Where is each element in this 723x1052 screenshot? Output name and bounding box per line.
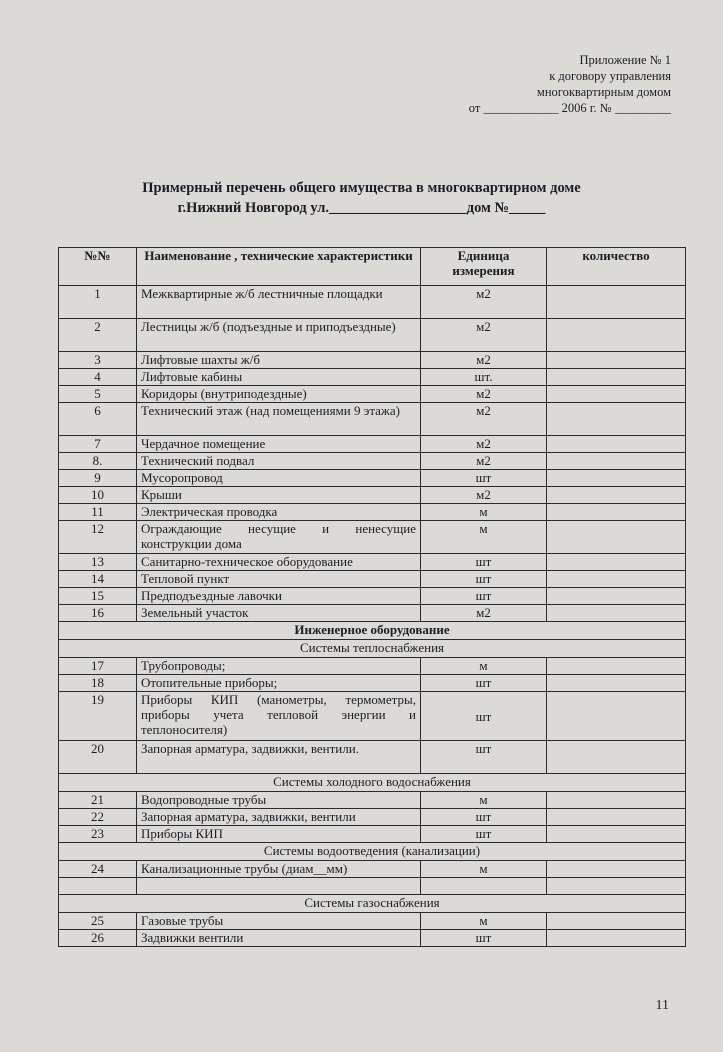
- item-name: Запорная арматура, задвижки, вентили.: [137, 741, 421, 774]
- item-number: 3: [59, 352, 137, 369]
- item-unit: шт.: [421, 369, 547, 386]
- property-table: [58, 247, 686, 947]
- item-name: Лестницы ж/б (подъездные и приподъездные): [137, 319, 421, 352]
- item-unit: шт: [421, 675, 547, 692]
- empty-cell: [59, 878, 137, 895]
- item-name: Санитарно-техническое оборудование: [137, 554, 421, 571]
- item-name: Предподъездные лавочки: [137, 588, 421, 605]
- item-quantity: [547, 913, 686, 930]
- item-name: Технический этаж (над помещениями 9 этажа): [137, 403, 421, 436]
- table-row: [59, 741, 686, 774]
- item-number: 22: [59, 809, 137, 826]
- table-row: [59, 809, 686, 826]
- item-name: Ограждающие несущие и ненесущие конструкции дома: [137, 521, 421, 554]
- table-row: [59, 386, 686, 403]
- item-unit: м: [421, 521, 547, 554]
- item-name: Приборы КИП: [137, 826, 421, 843]
- item-unit: м: [421, 658, 547, 675]
- item-quantity: [547, 286, 686, 319]
- table-row: [59, 675, 686, 692]
- table-header-row: [59, 248, 686, 286]
- item-quantity: [547, 554, 686, 571]
- item-unit: шт: [421, 588, 547, 605]
- item-quantity: [547, 436, 686, 453]
- item-unit: шт: [421, 554, 547, 571]
- item-quantity: [547, 369, 686, 386]
- item-quantity: [547, 930, 686, 947]
- item-name: Межквартирные ж/б лестничные площадки: [137, 286, 421, 319]
- table-row: [59, 554, 686, 571]
- table-row: [59, 369, 686, 386]
- section-row: [59, 774, 686, 792]
- item-quantity: [547, 826, 686, 843]
- item-name: Канализационные трубы (диам__мм): [137, 861, 421, 878]
- item-unit: м2: [421, 286, 547, 319]
- title-line-2: г.Нижний Новгород ул.___________________дом №_____: [177, 200, 546, 216]
- item-number: 23: [59, 826, 137, 843]
- appendix-line-2: к договору управления: [549, 69, 671, 83]
- table-row: [59, 403, 686, 436]
- item-name: Тепловой пункт: [137, 571, 421, 588]
- item-unit: м2: [421, 487, 547, 504]
- item-unit: м2: [421, 436, 547, 453]
- appendix-line-3: многоквартирным домом: [536, 85, 671, 99]
- item-name: Трубопроводы;: [137, 658, 421, 675]
- item-quantity: [547, 605, 686, 622]
- item-number: 11: [59, 504, 137, 521]
- item-quantity: [547, 741, 686, 774]
- title-line-1: Примерный перечень общего имущества в многоквартирном доме: [142, 180, 581, 196]
- item-number: 20: [59, 741, 137, 774]
- table-row: [59, 658, 686, 675]
- item-quantity: [547, 487, 686, 504]
- table-row: [59, 470, 686, 487]
- section-label: Системы водоотведения (канализации): [59, 843, 686, 861]
- item-number: 14: [59, 571, 137, 588]
- item-number: 7: [59, 436, 137, 453]
- header-name: Наименование , технические характеристики: [137, 248, 421, 286]
- item-number: 6: [59, 403, 137, 436]
- table-row: [59, 605, 686, 622]
- section-label: Системы теплоснабжения: [59, 640, 686, 658]
- item-number: 9: [59, 470, 137, 487]
- item-unit: шт: [421, 930, 547, 947]
- item-number: 26: [59, 930, 137, 947]
- section-row: [59, 622, 686, 640]
- item-quantity: [547, 470, 686, 487]
- item-name: Задвижки вентили: [137, 930, 421, 947]
- item-unit: м2: [421, 453, 547, 470]
- item-unit: шт: [421, 692, 547, 741]
- item-unit: м2: [421, 319, 547, 352]
- item-name: Приборы КИП (манометры, термометры, приборы учета тепловой энергии и теплоносителя): [137, 692, 421, 741]
- section-label: Системы холодного водоснабжения: [59, 774, 686, 792]
- item-quantity: [547, 319, 686, 352]
- item-quantity: [547, 588, 686, 605]
- header-qty: количество: [547, 248, 686, 286]
- item-number: 16: [59, 605, 137, 622]
- item-name: Чердачное помещение: [137, 436, 421, 453]
- section-row: [59, 895, 686, 913]
- item-number: 12: [59, 521, 137, 554]
- item-quantity: [547, 792, 686, 809]
- table-row: [59, 487, 686, 504]
- item-name: Коридоры (внутриподездные): [137, 386, 421, 403]
- table-row: [59, 792, 686, 809]
- page-number: 11: [655, 998, 669, 1013]
- table-row: [59, 861, 686, 878]
- table-row: [59, 286, 686, 319]
- item-name: Лифтовые шахты ж/б: [137, 352, 421, 369]
- item-quantity: [547, 352, 686, 369]
- item-name: Крыши: [137, 487, 421, 504]
- item-name: Запорная арматура, задвижки, вентили: [137, 809, 421, 826]
- table-row: [59, 436, 686, 453]
- item-number: 24: [59, 861, 137, 878]
- item-number: 18: [59, 675, 137, 692]
- item-name: Земельный участок: [137, 605, 421, 622]
- appendix-line-4: от ____________ 2006 г. № _________: [468, 101, 671, 115]
- section-row: [59, 640, 686, 658]
- item-unit: шт: [421, 809, 547, 826]
- item-name: Электрическая проводка: [137, 504, 421, 521]
- item-unit: шт: [421, 741, 547, 774]
- item-number: 13: [59, 554, 137, 571]
- item-number: 15: [59, 588, 137, 605]
- item-quantity: [547, 571, 686, 588]
- empty-cell: [421, 878, 547, 895]
- appendix-header: [469, 52, 671, 116]
- item-quantity: [547, 386, 686, 403]
- item-quantity: [547, 692, 686, 741]
- item-quantity: [547, 403, 686, 436]
- table-row: [59, 826, 686, 843]
- item-unit: шт: [421, 470, 547, 487]
- item-number: 4: [59, 369, 137, 386]
- item-quantity: [547, 504, 686, 521]
- table-row: [59, 930, 686, 947]
- item-unit: м: [421, 792, 547, 809]
- item-quantity: [547, 675, 686, 692]
- item-unit: м2: [421, 386, 547, 403]
- empty-cell: [547, 878, 686, 895]
- item-number: 25: [59, 913, 137, 930]
- item-number: 5: [59, 386, 137, 403]
- section-label: Системы газоснабжения: [59, 895, 686, 913]
- empty-row: [59, 878, 686, 895]
- item-number: 10: [59, 487, 137, 504]
- section-label: Инженерное оборудование: [59, 622, 686, 640]
- table-row: [59, 588, 686, 605]
- item-unit: м2: [421, 403, 547, 436]
- table-row: [59, 692, 686, 741]
- table-body: [59, 286, 686, 947]
- item-unit: м2: [421, 605, 547, 622]
- item-unit: м2: [421, 352, 547, 369]
- item-name: Мусоропровод: [137, 470, 421, 487]
- table-row: [59, 913, 686, 930]
- header-unit: Единица измерения: [421, 248, 547, 286]
- item-name: Технический подвал: [137, 453, 421, 470]
- header-num: №№: [59, 248, 137, 286]
- document-title: [0, 178, 723, 218]
- table-row: [59, 504, 686, 521]
- empty-cell: [137, 878, 421, 895]
- item-quantity: [547, 861, 686, 878]
- item-number: 21: [59, 792, 137, 809]
- item-name: Водопроводные трубы: [137, 792, 421, 809]
- item-unit: шт: [421, 571, 547, 588]
- item-name: Отопительные приборы;: [137, 675, 421, 692]
- item-unit: м: [421, 861, 547, 878]
- table-row: [59, 352, 686, 369]
- table-row: [59, 521, 686, 554]
- item-name: Лифтовые кабины: [137, 369, 421, 386]
- item-unit: шт: [421, 826, 547, 843]
- item-number: 2: [59, 319, 137, 352]
- table-row: [59, 319, 686, 352]
- item-quantity: [547, 658, 686, 675]
- item-number: 8.: [59, 453, 137, 470]
- section-row: [59, 843, 686, 861]
- item-unit: м: [421, 504, 547, 521]
- item-name: Газовые трубы: [137, 913, 421, 930]
- item-quantity: [547, 453, 686, 470]
- item-quantity: [547, 809, 686, 826]
- item-number: 17: [59, 658, 137, 675]
- appendix-line-1: Приложение № 1: [579, 53, 671, 67]
- item-quantity: [547, 521, 686, 554]
- item-number: 19: [59, 692, 137, 741]
- item-number: 1: [59, 286, 137, 319]
- table-row: [59, 571, 686, 588]
- table-row: [59, 453, 686, 470]
- item-unit: м: [421, 913, 547, 930]
